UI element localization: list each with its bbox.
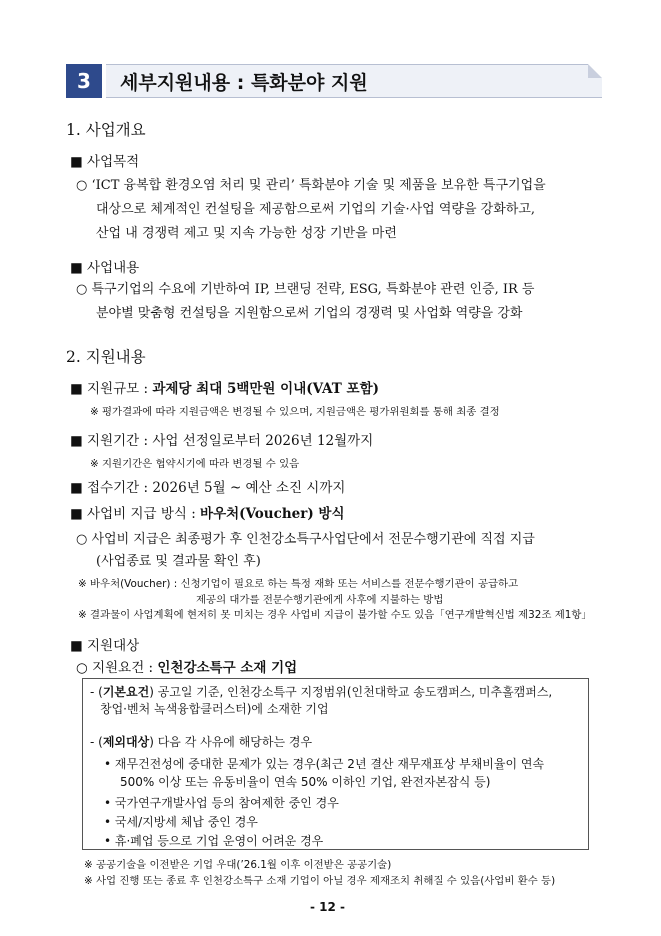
payment-value: 바우처(Voucher) 방식 <box>200 506 345 522</box>
payment-desc-2: (사업종료 및 결과물 확인 후) <box>96 554 261 569</box>
reception-line: ■ 접수기간 : 2026년 5월 ~ 예산 소진 시까지 <box>70 480 346 496</box>
excl-tag: 제외대상 <box>102 735 150 749</box>
basic-requirement-line-1 <box>90 683 552 700</box>
exclusion-item-4: • 휴·폐업 등으로 기업 운영이 어려운 경우 <box>104 834 324 848</box>
scale-label: ■ 지원규모 : <box>70 381 153 397</box>
content-heading: ■ 사업내용 <box>70 260 140 276</box>
header-fold-corner <box>588 64 602 78</box>
requirement-label: ○ 지원요건 : <box>76 660 158 676</box>
exclusion-item-2: • 국가연구개발사업 등의 참여제한 중인 경우 <box>104 796 339 810</box>
exclusion-item-3: • 국세/지방세 체납 중인 경우 <box>104 815 258 829</box>
basic-tag: 기본요건 <box>102 685 150 699</box>
payment-desc-1: ○ 사업비 지급은 최종평가 후 인천강소특구사업단에서 전문수행기관에 직접 지급 <box>76 532 535 547</box>
content-line-1: ○ 특구기업의 수요에 기반하여 IP, 브랜딩 전략, ESG, 특화분야 관련 인증, IR 등 <box>76 282 535 297</box>
period-note: ※ 지원기간은 협약시기에 따라 변경될 수 있음 <box>90 458 300 470</box>
excl-rest: ) 다음 각 사유에 해당하는 경우 <box>149 735 313 749</box>
exclusion-heading <box>90 733 312 750</box>
voucher-note-line-2: 제공의 대가를 전문수행기관에게 사후에 지불하는 방법 <box>196 594 444 606</box>
scale-line <box>70 377 379 397</box>
section-title: 세부지원내용 : 특화분야 지원 <box>120 72 368 94</box>
exclusion-item-1-cont: 500% 이상 또는 유동비율이 연속 50% 이하인 기업, 완전자본잠식 등) <box>120 775 491 789</box>
section-header <box>66 64 602 98</box>
target-note-2: ※ 사업 진행 또는 종료 후 인천강소특구 소재 기업이 아닐 경우 제재조치 취해질 수 있음(사업비 환수 등) <box>84 875 556 887</box>
purpose-line-2: 대상으로 체계적인 컨설팅을 제공함으로써 기업의 기술·사업 역량을 강화하고, <box>96 202 536 217</box>
target-requirement <box>76 656 297 676</box>
excl-prefix: - ( <box>90 735 103 749</box>
basic-prefix: - ( <box>90 685 103 699</box>
exclusion-item-1: • 재무건전성에 중대한 문제가 있는 경우(최근 2년 결산 재무재표상 부채비율이 연속 <box>104 757 545 771</box>
scale-value: 과제당 최대 5백만원 이내(VAT 포함) <box>152 381 380 397</box>
purpose-line-3: 산업 내 경쟁력 제고 및 지속 가능한 성장 기반을 마련 <box>96 226 397 241</box>
purpose-heading: ■ 사업목적 <box>70 154 140 170</box>
basic-requirement-line-2: 창업·벤처 녹색융합클러스터)에 소재한 기업 <box>100 702 329 716</box>
purpose-line-1: ○ ‘ICT 융복합 환경오염 처리 및 관리’ 특화분야 기술 및 제품을 보유한 특구기업을 <box>76 178 546 193</box>
section2-title: 2. 지원내용 <box>66 348 146 366</box>
page-number: - 12 - <box>310 900 346 914</box>
section-number: 3 <box>66 64 102 98</box>
result-note: ※ 결과물이 사업계획에 현저히 못 미치는 경우 사업비 지급이 불가할 수도 있음「연구개발혁신법 제32조 제1항」 <box>78 609 592 621</box>
basic-rest: ) 공고일 기준, 인천강소특구 지정범위(인천대학교 송도캠퍼스, 미추홀캠퍼스, <box>149 685 553 699</box>
scale-note: ※ 평가결과에 따라 지원금액은 변경될 수 있으며, 지원금액은 평가위원회를 통해 최종 결정 <box>90 406 500 418</box>
requirement-value: 인천강소특구 소재 기업 <box>157 660 298 676</box>
payment-line <box>70 502 345 522</box>
target-heading: ■ 지원대상 <box>70 638 140 654</box>
payment-label: ■ 사업비 지급 방식 : <box>70 506 201 522</box>
voucher-note-line-1: ※ 바우처(Voucher) : 신청기업이 필요로 하는 특정 재화 또는 서비스를 전문수행기관이 공급하고 <box>78 578 519 590</box>
target-note-1: ※ 공공기술을 이전받은 기업 우대(’26.1월 이후 이전받은 공공기술) <box>84 859 392 871</box>
section1-title: 1. 사업개요 <box>66 121 146 139</box>
period-line: ■ 지원기간 : 사업 선정일로부터 2026년 12월까지 <box>70 433 374 449</box>
content-line-2: 분야별 맞춤형 컨설팅을 지원함으로써 기업의 경쟁력 및 사업화 역량을 강화 <box>96 306 523 321</box>
